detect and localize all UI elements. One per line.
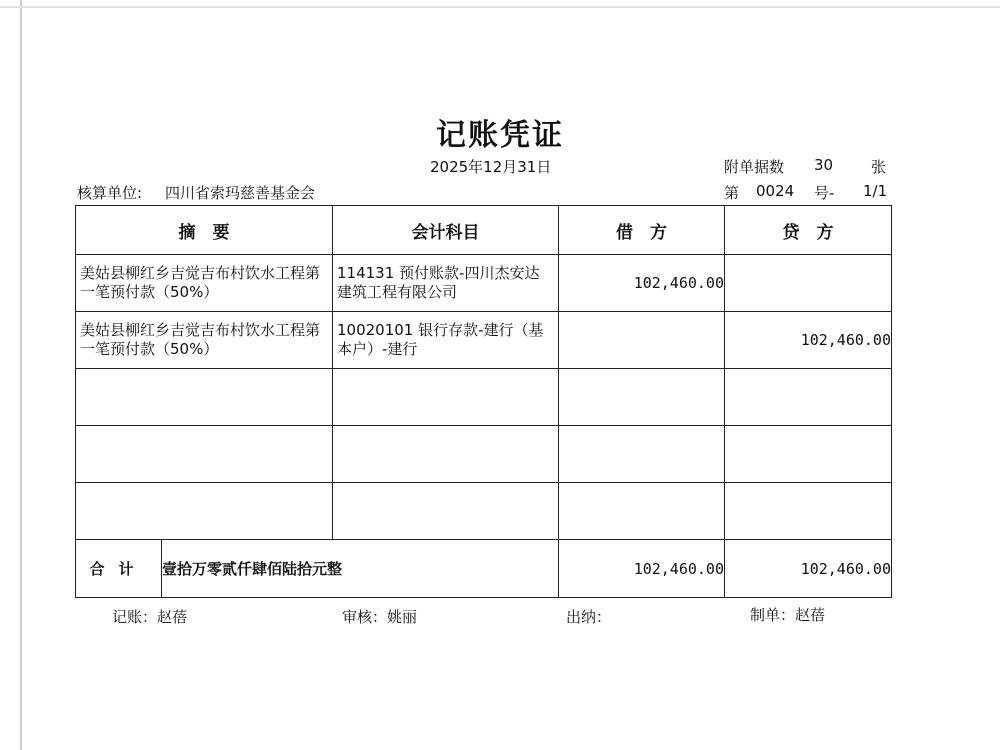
total-debit: 102,460.00 (559, 540, 725, 598)
attachments-unit: 张 (871, 158, 887, 176)
attachments-count: 30 (814, 156, 834, 174)
voucher-date: 2025年12月31日 (430, 158, 552, 176)
entry-debit (559, 483, 725, 540)
entry-summary: 美姑县柳红乡吉觉吉布村饮水工程第一笔预付款（50%） (76, 312, 333, 369)
entry-credit (725, 369, 892, 426)
col-header-credit: 贷 方 (725, 206, 892, 255)
entry-summary: 美姑县柳红乡吉觉吉布村饮水工程第一笔预付款（50%） (76, 255, 333, 312)
footer-bookkeeper: 记账：赵蓓 (112, 608, 188, 626)
table-row (76, 426, 892, 483)
table-row (76, 312, 892, 369)
footer-cashier: 出纳： (566, 608, 612, 626)
scan-edge-top (0, 6, 1000, 8)
total-amount-in-words: 壹拾万零贰仟肆佰陆拾元整 (162, 540, 559, 598)
entry-account: 114131 预付账款-四川杰安达建筑工程有限公司 (333, 255, 559, 312)
voucher-no-value: 0024 (756, 182, 795, 200)
table-row (76, 369, 892, 426)
voucher-no-label: 第 (724, 184, 740, 202)
voucher-table (75, 205, 892, 598)
footer-auditor: 审核：姚丽 (342, 608, 418, 626)
entry-debit: 102,460.00 (559, 255, 725, 312)
attachments-label: 附单据数 (724, 158, 785, 176)
entry-credit (725, 483, 892, 540)
total-credit: 102,460.00 (725, 540, 892, 598)
entry-account (333, 483, 559, 540)
entry-account: 10020101 银行存款-建行（基本户）-建行 (333, 312, 559, 369)
entry-credit (725, 255, 892, 312)
entry-account (333, 426, 559, 483)
entry-debit (559, 312, 725, 369)
col-header-summary: 摘 要 (76, 206, 333, 255)
entry-summary (76, 369, 333, 426)
footer-maker: 制单：赵蓓 (750, 606, 826, 624)
entry-summary (76, 483, 333, 540)
voucher-no-suffix: 号- (814, 184, 835, 202)
entry-summary (76, 426, 333, 483)
entry-account (333, 369, 559, 426)
entry-credit (725, 426, 892, 483)
col-header-account: 会计科目 (333, 206, 559, 255)
entry-debit (559, 369, 725, 426)
total-label: 合计 (76, 540, 162, 598)
voucher-title: 记账凭证 (436, 118, 564, 153)
entry-debit (559, 426, 725, 483)
table-row (76, 483, 892, 540)
accounting-unit-label: 核算单位: (77, 184, 143, 202)
total-row (76, 540, 892, 598)
table-row (76, 255, 892, 312)
voucher-page: 1/1 (863, 182, 888, 200)
accounting-unit-name: 四川省索玛慈善基金会 (165, 184, 316, 202)
col-header-debit: 借 方 (559, 206, 725, 255)
table-header-row (76, 206, 892, 255)
entry-credit: 102,460.00 (725, 312, 892, 369)
